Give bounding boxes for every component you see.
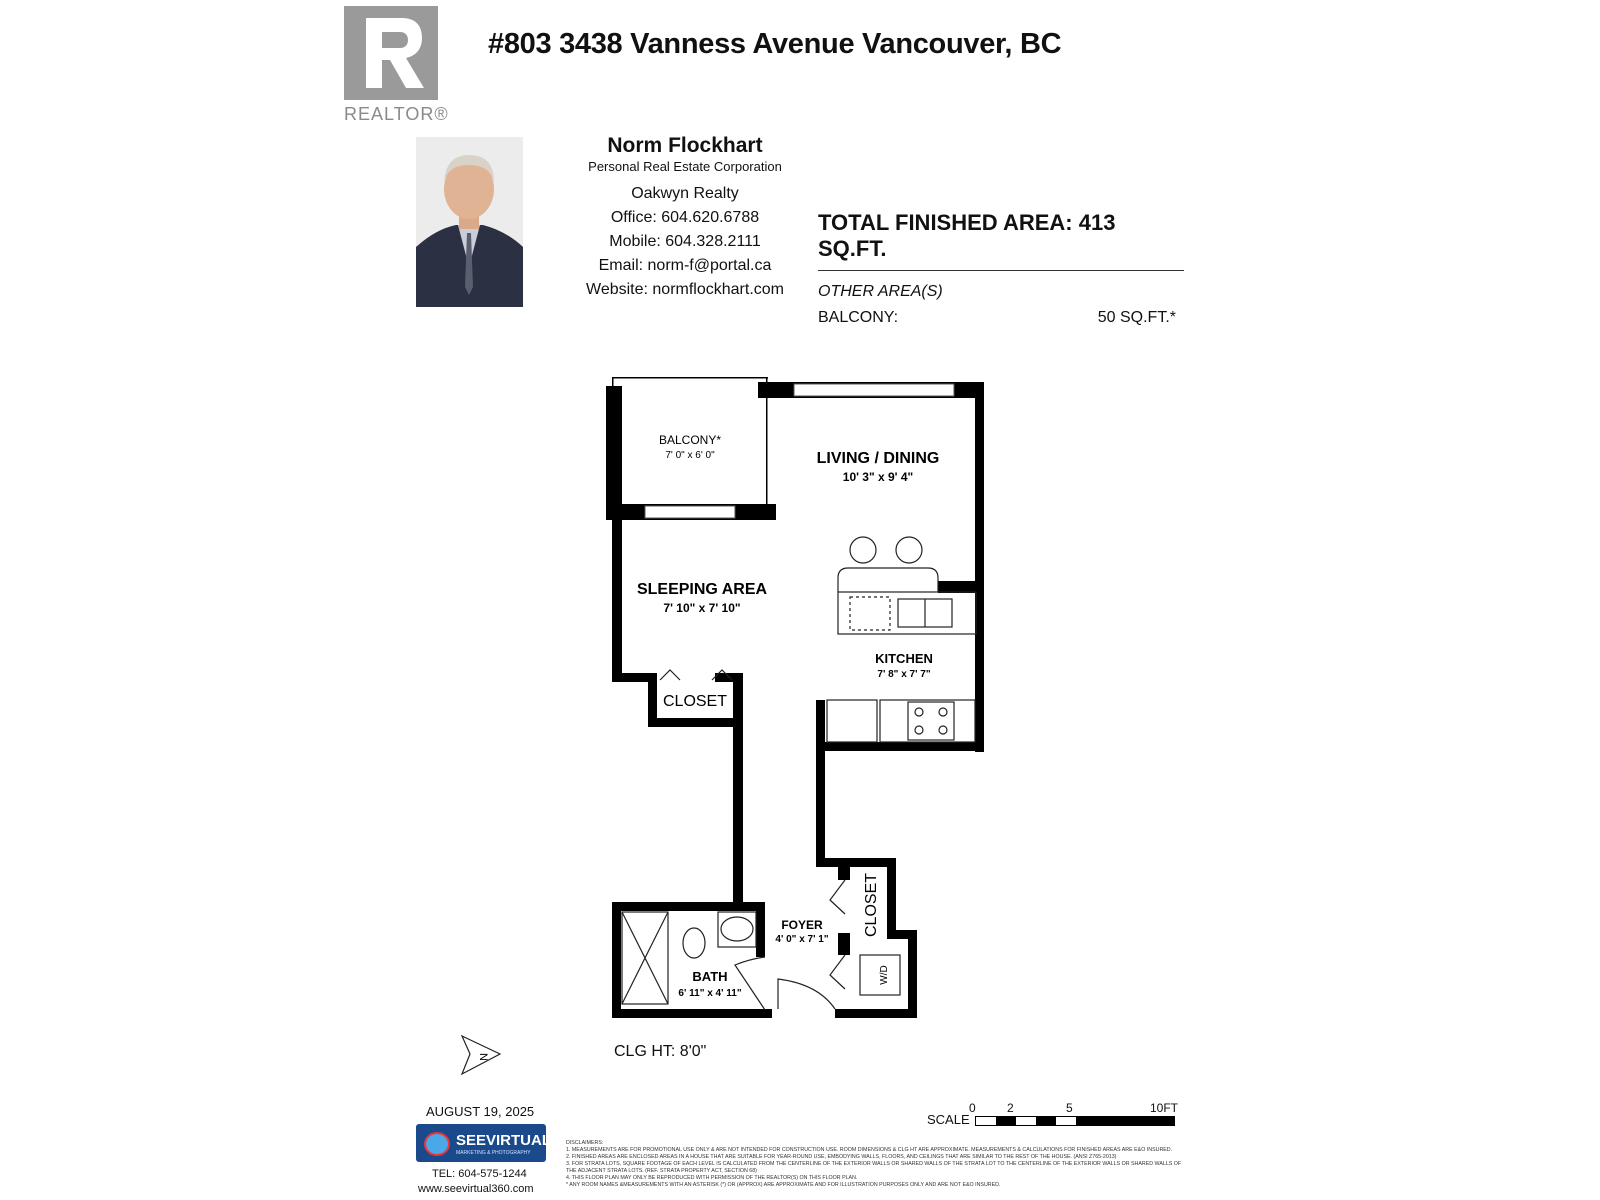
scale-bar (975, 1116, 1175, 1126)
balcony-label: BALCONY* (658, 433, 722, 447)
north-label: N (477, 1053, 489, 1061)
agent-office-phone: Office: 604.620.6788 (610, 209, 760, 226)
agent-corporation: Personal Real Estate Corporation (588, 159, 782, 174)
disclaimer-line: 2. FINISHED AREAS ARE ENCLOSED AREAS IN A HOUSE THAT ARE SUITABLE FOR YEAR-ROUND USE, EMBODYING WALLS, FLOORS, AND CEILINGS THAT ARE SIMILAR TO THE REST OF THE HOUSE. (ANSI Z765-2013) (566, 1154, 1117, 1160)
agent-website: Website: normflockhart.com (586, 281, 784, 298)
disclaimer-line: 3. FOR STRATA LOTS, SQUARE FOOTAGE OF EACH LEVEL IS CALCULATED FROM THE CENTERLINE OF THE EXTERIOR WALLS OR SHARED WALLS OF THE STRATA LOT TO THE CENTERLINE OF THE EXTERIOR WALLS OR SHARED WALLS OF THE ADJACENT STRATA LOTS. (REF. STRATA PROPERTY ACT, SECTION 68) (566, 1161, 1182, 1174)
disclaimers (566, 1140, 1186, 1189)
company-phone: TEL: 604-575-1244 (432, 1168, 527, 1180)
balcony-dims: 7' 0" x 6' 0" (665, 450, 715, 461)
living-dims: 10' 3" x 9' 4" (842, 470, 914, 484)
plan-date: AUGUST 19, 2025 (426, 1104, 535, 1119)
property-address: #803 3438 Vanness Avenue Vancouver, BC (488, 28, 1062, 60)
bath-label: BATH (692, 969, 728, 984)
closet-label: CLOSET (863, 872, 880, 938)
agent-brokerage: Oakwyn Realty (631, 185, 739, 202)
realtor-logo-text: REALTOR® (344, 104, 449, 124)
kitchen-label: KITCHEN (875, 651, 933, 666)
total-finished-area: TOTAL FINISHED AREA: 413 SQ.FT. (818, 210, 1184, 271)
sleeping-dims: 7' 10" x 7' 10" (663, 601, 741, 615)
disclaimer-line: * ANY ROOM NAMES &MEASUREMENTS WITH AN ASTERISK (*) OR (APPROX) ARE APPROXIMATE AND FOR ILLUSTRATION PURPOSES ONLY AND ARE NOT E&O INSURED. (566, 1182, 1001, 1188)
bath-dims: 6' 11" x 4' 11" (678, 988, 742, 999)
other-areas-heading: OTHER AREA(S) (818, 283, 943, 300)
scale-label: SCALE (927, 1112, 970, 1127)
living-label: LIVING / DINING (816, 450, 940, 467)
foyer-label: FOYER (781, 918, 823, 932)
agent-name: Norm Flockhart (607, 134, 763, 157)
disclaimers-heading: DISCLAIMERS: (566, 1140, 604, 1146)
scale-tick: 0 (969, 1101, 976, 1115)
kitchen-dims: 7' 8" x 7' 7" (877, 669, 931, 680)
company-name: SEEVIRTUAL (456, 1132, 552, 1149)
foyer-dims: 4' 0" x 7' 1" (775, 934, 829, 945)
scale-tick: 10FT (1150, 1101, 1179, 1115)
closet-label: CLOSET (662, 693, 728, 710)
agent-email: Email: norm-f@portal.ca (598, 257, 772, 274)
agent-mobile-phone: Mobile: 604.328.2111 (609, 233, 761, 250)
disclaimer-line: 4. THIS FLOOR PLAN MAY ONLY BE REPRODUCED WITH PERMISSION OF THE REALTOR(S) ON THIS FLOOR PLAN. (566, 1175, 858, 1181)
ceiling-height: CLG HT: 8'0" (614, 1043, 707, 1060)
company-subtitle: MARKETING & PHOTOGRAPHY (456, 1150, 531, 1156)
disclaimer-line: 1. MEASUREMENTS ARE FOR PROMOTIONAL USE ONLY & ARE NOT INTENDED FOR CONSTRUCTION USE. ROOM DIMENSIONS & CLG HT ARE APPROXIMATE. MEASUREMENTS & CALCULATIONS FOR FINISHED AREAS ARE E&O INSURED. (566, 1147, 1173, 1153)
north-arrow-icon (462, 1036, 500, 1074)
sleeping-label: SLEEPING AREA (636, 581, 768, 598)
seevirtual-logo-icon (424, 1132, 450, 1156)
balcony-area-label: BALCONY: (818, 309, 899, 326)
scale-tick: 2 (1007, 1101, 1014, 1115)
wd-label: W/D (879, 965, 890, 985)
scale-tick: 5 (1066, 1101, 1073, 1115)
seevirtual-logo (416, 1124, 552, 1162)
balcony-area-value: 50 SQ.FT.* (1097, 309, 1176, 326)
company-website: www.seevirtual360.com (418, 1183, 534, 1195)
